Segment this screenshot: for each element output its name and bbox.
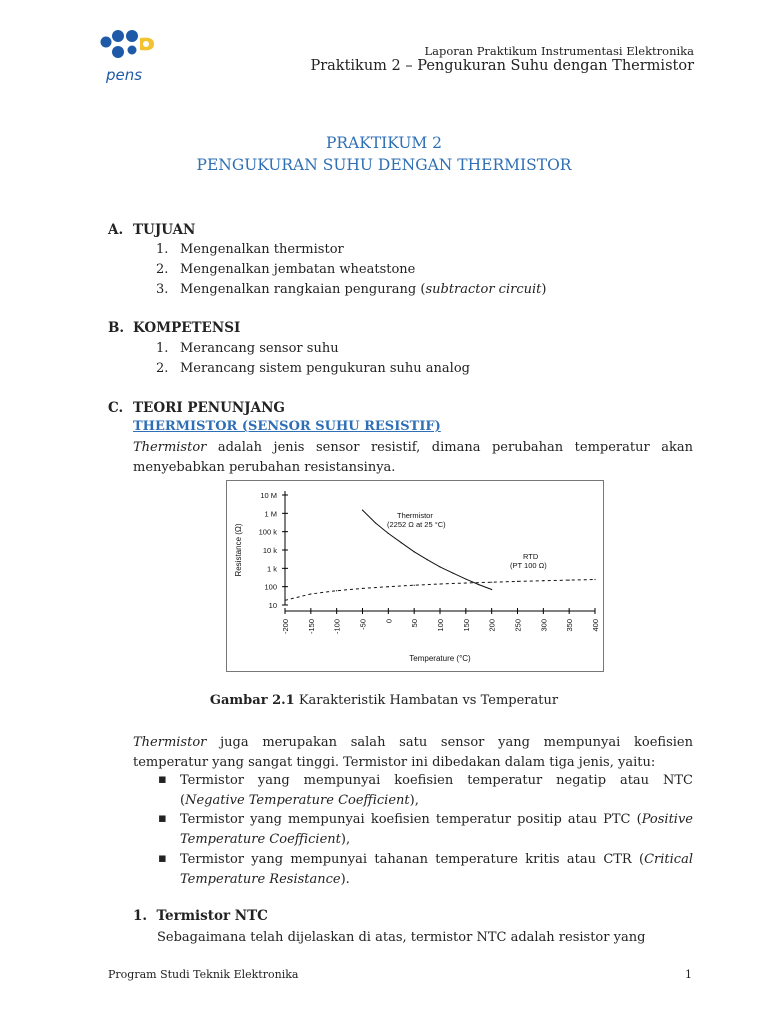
title-line1: PRAKTIKUM 2	[325, 134, 443, 152]
bullet-item-ntc: Termistor yang mempunyai koefisien temperatur negatip atau NTC (Negative Temperature Coefficient),	[180, 773, 693, 808]
series-label-rtd: RTD	[523, 552, 539, 561]
x-tick-label: 300	[539, 619, 549, 632]
list-item: 1. Merancang sensor suhu	[156, 341, 339, 356]
data-point-thermistor	[465, 578, 466, 579]
y-tick-label: 1 k	[266, 564, 277, 574]
data-point-thermistor	[426, 559, 427, 560]
page-number: 1	[685, 968, 692, 981]
y-axis-label: Resistance (Ω)	[234, 523, 243, 577]
list-item: 2. Mengenalkan jembatan wheatstone	[156, 262, 416, 277]
x-tick-label: -50	[358, 619, 368, 630]
ntc-paragraph: Sebagaimana telah dijelaskan di atas, termistor NTC adalah resistor yang	[157, 930, 646, 945]
x-tick-label: 150	[461, 619, 471, 632]
list-item: 1. Mengenalkan thermistor	[156, 242, 344, 257]
data-point-rtd	[465, 582, 466, 583]
x-tick-label: 350	[565, 619, 575, 632]
bullet-icon: ▪	[158, 851, 167, 866]
data-point-thermistor	[478, 584, 479, 585]
data-point-rtd	[517, 581, 518, 582]
x-tick-label: -100	[332, 619, 342, 635]
x-axis-label: Temperature (°C)	[409, 654, 471, 663]
data-point-rtd	[569, 579, 570, 580]
bullet-icon: ▪	[158, 772, 167, 787]
bullet-icon: ▪	[158, 811, 167, 826]
series-label-thermistor: Thermistor	[397, 511, 433, 520]
data-point-rtd	[439, 583, 440, 584]
y-tick-label: 100	[264, 582, 277, 592]
resistance-temperature-chart	[226, 480, 604, 672]
data-point-rtd	[362, 588, 363, 589]
list-item: 3. Mengenalkan rangkaian pengurang (subtractor circuit)	[156, 282, 547, 297]
x-tick-label: -200	[281, 619, 290, 635]
title-line2: PENGUKURAN SUHU DENGAN THERMISTOR	[196, 156, 572, 174]
header-line1: Laporan Praktikum Instrumentasi Elektronika	[424, 44, 694, 58]
x-tick-label: 400	[591, 619, 600, 632]
y-tick-label: 1 M	[264, 509, 277, 519]
data-point-rtd	[336, 590, 337, 591]
ntc-heading: 1. Termistor NTC	[133, 908, 268, 924]
data-point-rtd	[284, 600, 285, 601]
section-a-heading: A. TUJUAN	[108, 222, 196, 238]
y-tick-label: 10 k	[262, 546, 277, 555]
chart-svg	[227, 481, 603, 671]
data-point-thermistor	[388, 533, 389, 534]
data-point-rtd	[543, 580, 544, 581]
footer-program: Program Studi Teknik Elektronika	[108, 968, 299, 981]
data-point-thermistor	[439, 566, 440, 567]
thermistor-types-paragraph: Thermistor juga merupakan salah satu sensor yang mempunyai koefisien temperatur yang sangat tinggi. Termistor ini dibedakan dalam tiga jenis, yaitu:	[133, 735, 693, 770]
series-sublabel-thermistor: (2252 Ω at 25 °C)	[387, 520, 446, 529]
series-line-rtd	[285, 580, 595, 601]
bullet-item-ptc: Termistor yang mempunyai koefisien temperatur positip atau PTC (Positive Temperature Coefficient),	[180, 812, 693, 847]
data-point-rtd	[491, 582, 492, 583]
data-point-thermistor	[362, 510, 363, 511]
y-tick-label: 100 k	[258, 527, 277, 537]
x-tick-label: 250	[513, 619, 523, 632]
data-point-thermistor	[414, 551, 415, 552]
data-point-rtd	[310, 593, 311, 594]
data-point-thermistor	[452, 572, 453, 573]
intro-paragraph: Thermistor adalah jenis sensor resistif, dimana perubahan temperatur akan menyebabkan perubahan resistansinya.	[133, 440, 693, 475]
y-tick-label: 10 M	[260, 491, 277, 500]
series-sublabel-rtd: (PT 100 Ω)	[510, 561, 547, 570]
x-tick-label: 50	[410, 619, 420, 628]
data-point-rtd	[414, 585, 415, 586]
figure-caption: Gambar 2.1 Karakteristik Hambatan vs Temperatur	[209, 693, 559, 708]
header-line2: Praktikum 2 – Pengukuran Suhu dengan Thermistor	[310, 58, 694, 74]
data-point-thermistor	[401, 542, 402, 543]
list-item: 2. Merancang sistem pengukuran suhu analog	[156, 361, 470, 376]
y-tick-label: 10	[268, 601, 277, 610]
section-c-subtitle: THERMISTOR (SENSOR SUHU RESISTIF)	[133, 419, 441, 434]
section-b-heading: B. KOMPETENSI	[108, 320, 241, 336]
x-tick-label: 200	[487, 619, 497, 632]
x-tick-label: 100	[436, 619, 445, 632]
data-point-rtd	[594, 579, 595, 580]
x-tick-label: -150	[306, 619, 316, 635]
data-point-rtd	[388, 586, 389, 587]
logo-text: pens	[106, 66, 143, 84]
pens-logo	[96, 28, 160, 86]
section-c-heading: C. TEORI PENUNJANG	[108, 400, 285, 416]
data-point-thermistor	[491, 589, 492, 590]
data-point-thermistor	[375, 522, 376, 523]
bullet-item-ctr: Termistor yang mempunyai tahanan temperature kritis atau CTR (Critical Temperature Resistance).	[180, 852, 693, 887]
x-tick-label: 0	[384, 619, 394, 624]
